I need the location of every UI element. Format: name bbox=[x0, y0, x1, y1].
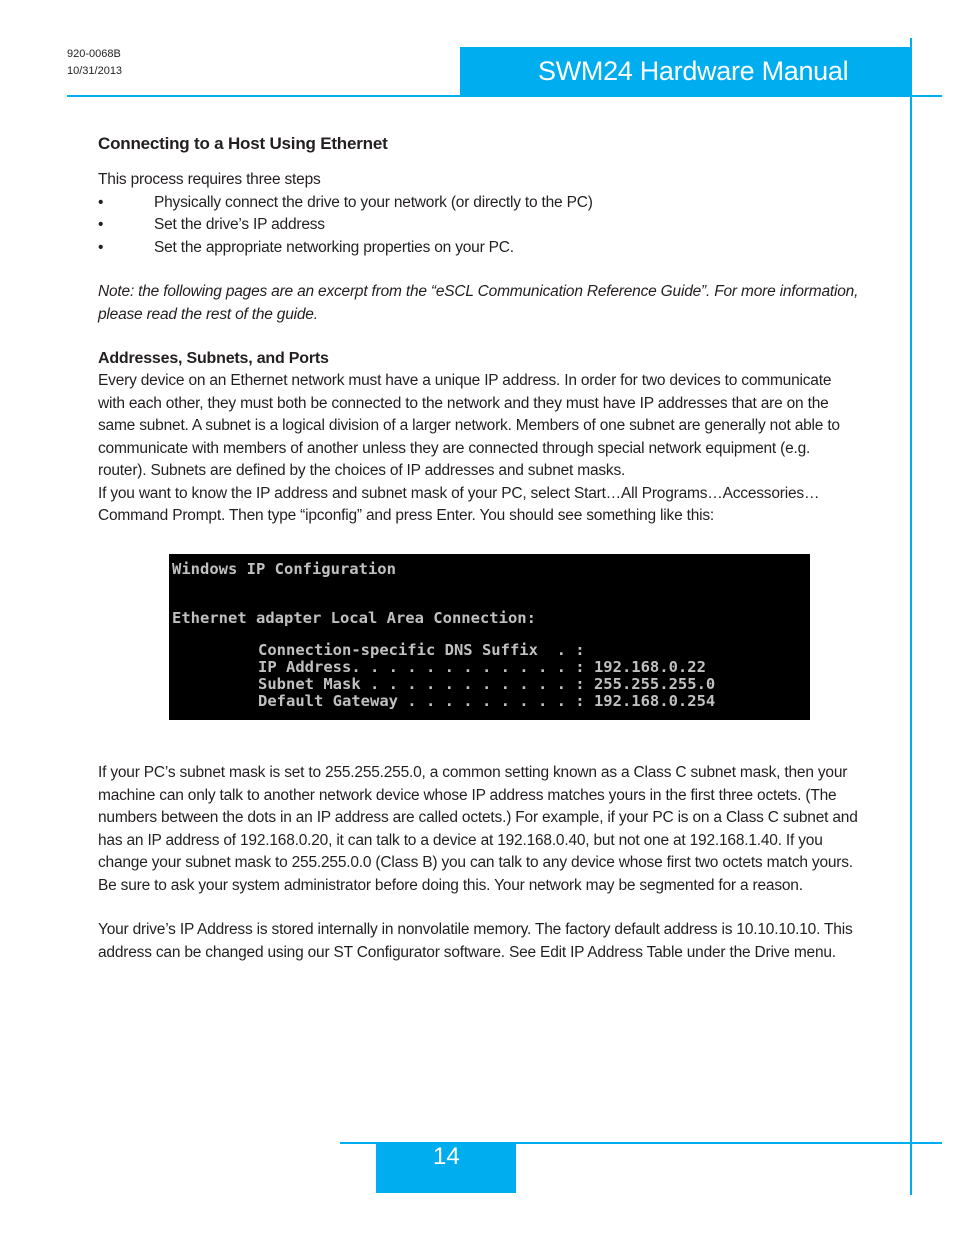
page-content bbox=[98, 131, 860, 528]
page-content-lower bbox=[98, 762, 860, 964]
list-item bbox=[98, 214, 860, 237]
bullet-icon: • bbox=[98, 238, 104, 256]
section-heading: Connecting to a Host Using Ethernet bbox=[98, 134, 388, 153]
subsection-heading: Addresses, Subnets, and Ports bbox=[98, 350, 329, 367]
console-line: Ethernet adapter Local Area Connection: bbox=[172, 609, 536, 627]
command-prompt-screenshot bbox=[169, 554, 810, 720]
paragraph-subnet-mask: If your PC’s subnet mask is set to 255.255.255.0, a common setting known as a Class C subnet mask, then your machine can only talk to another network device whose IP address matches yours in the first three octets. (The numbers between the dots in an IP address are called octets.) For example, if your PC is on a Class C subnet and has an IP address of 192.168.0.20, it can talk to a device at 192.168.0.40, but not one at 192.168.1.40. If you change your subnet mask to 255.255.0.0 (Class B) you can talk to any device whose first two octets match yours. Be sure to ask your system administrator before doing this. Your network may be segmented for a reason. bbox=[98, 764, 858, 894]
console-line: Subnet Mask . . . . . . . . . . . : 255.255.255.0 bbox=[258, 675, 716, 693]
header-rule bbox=[67, 95, 942, 97]
step-text: Set the drive’s IP address bbox=[154, 216, 325, 233]
paragraph-ipconfig: If you want to know the IP address and subnet mask of your PC, select Start…All Programs…Accessories…Command Prompt. Then type “ipconfig” and press Enter. You should see something like this: bbox=[98, 484, 820, 524]
doc-date: 10/31/2013 bbox=[67, 65, 123, 77]
console-line: Default Gateway . . . . . . . . . : 192.168.0.254 bbox=[258, 692, 716, 710]
step-text: Set the appropriate networking properties on your PC. bbox=[154, 238, 514, 256]
list-item bbox=[98, 192, 860, 215]
steps-list bbox=[98, 192, 860, 260]
title-banner bbox=[460, 47, 912, 97]
paragraph-subnets: Every device on an Ethernet network must have a unique IP address. In order for two devices to communicate with each other, they must both be connected to the network and they must have IP addresses that are on the same subnet. A subnet is a logical division of a larger network. Members of one subnet are generally not able to communicate with members of another unless they are connected through special network equipment (e.g. router). Subnets are defined by the choices of IP addresses and subnet masks. bbox=[98, 372, 840, 479]
list-item bbox=[98, 237, 860, 260]
bullet-icon: • bbox=[98, 193, 104, 211]
right-margin-rule bbox=[910, 38, 912, 1195]
bullet-icon: • bbox=[98, 216, 104, 233]
doc-number: 920-0068B bbox=[67, 48, 121, 60]
paragraph-drive-ip: Your drive’s IP Address is stored internally in nonvolatile memory. The factory default address is 10.10.10.10. This address can be changed using our ST Configurator software. See Edit IP Address Table under the Drive menu. bbox=[98, 921, 853, 961]
note-text: Note: the following pages are an excerpt from the “eSCL Communication Reference Guide”. For more information, please read the rest of the guide. bbox=[98, 283, 859, 323]
console-line: IP Address. . . . . . . . . . . . : 192.168.0.22 bbox=[258, 658, 706, 676]
document-meta bbox=[67, 46, 122, 80]
console-line: Connection-specific DNS Suffix . : bbox=[258, 641, 585, 659]
page-number: 14 bbox=[433, 1143, 460, 1170]
console-line: Windows IP Configuration bbox=[172, 560, 396, 578]
manual-title: SWM24 Hardware Manual bbox=[538, 56, 849, 86]
intro-text: This process requires three steps bbox=[98, 171, 321, 188]
page-number-box bbox=[376, 1143, 516, 1193]
step-text: Physically connect the drive to your network (or directly to the PC) bbox=[154, 193, 593, 211]
